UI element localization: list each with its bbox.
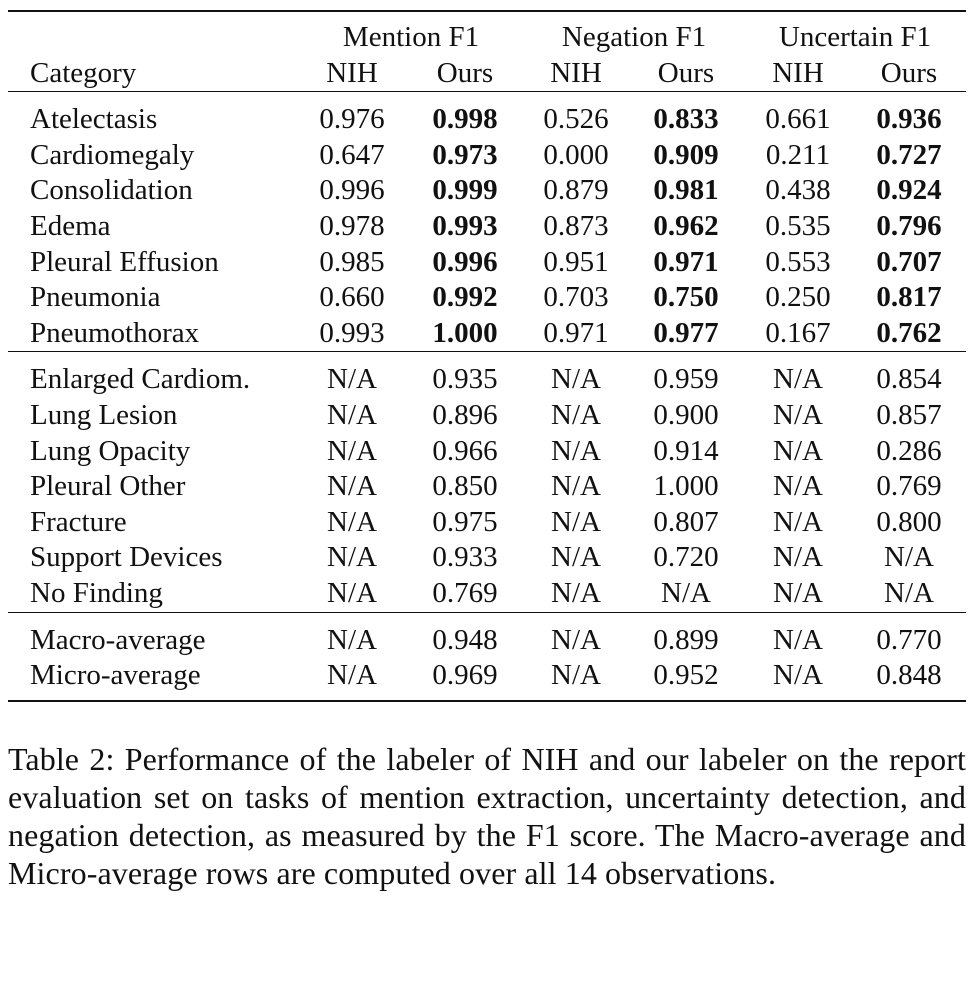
cell-ours: 0.952 [653,659,719,692]
cell-nih: N/A [327,434,377,467]
cell-nih: N/A [551,541,601,574]
sub-header-ours: Ours [436,56,494,89]
section-rule [8,352,966,363]
cell-nih: N/A [773,434,823,467]
table-row [8,316,966,352]
cell-nih: 0.000 [543,138,609,171]
group-header-mention: Mention F1 [342,21,480,53]
table-row [8,245,966,281]
section-rule [8,612,966,623]
table-row [8,505,966,541]
cell-ours: 0.899 [653,623,719,656]
cell-ours: 0.796 [876,209,942,242]
cell-nih: N/A [327,363,377,396]
table-row [8,623,966,659]
cell-nih: 0.971 [543,316,609,349]
cell-ours: 0.727 [876,138,942,171]
cell-nih: 0.985 [319,245,385,278]
cell-ours: 0.707 [876,245,942,278]
cell-nih: 0.535 [765,209,831,242]
row-category: Edema [30,209,111,242]
row-category: Pneumonia [30,281,161,314]
cell-nih: N/A [551,576,601,609]
cell-ours: 0.770 [876,623,942,656]
table-row [8,434,966,470]
bottom-rule [8,701,966,702]
row-category: Pleural Other [30,470,186,503]
sub-header-row [8,56,966,92]
row-category: Lung Lesion [30,398,178,431]
row-category: Atelectasis [30,103,158,136]
cell-nih: N/A [773,398,823,431]
cell-ours: 0.999 [432,174,498,207]
cell-nih: N/A [551,659,601,692]
cell-ours: 0.720 [653,541,719,574]
cell-nih: N/A [327,541,377,574]
cell-nih: N/A [327,398,377,431]
row-category: Fracture [30,505,127,538]
cell-ours: 0.833 [653,103,719,136]
cell-ours: 0.807 [653,505,719,538]
cell-nih: 0.976 [319,103,385,136]
cell-ours: 0.933 [432,541,498,574]
cell-nih: N/A [773,541,823,574]
cell-nih: N/A [773,363,823,396]
cell-nih: 0.879 [543,174,609,207]
cell-nih: N/A [773,576,823,609]
cell-ours: 0.998 [432,103,498,136]
cell-nih: N/A [551,434,601,467]
top-rule [8,11,966,20]
cell-nih: 0.978 [319,209,385,242]
cell-ours: 0.762 [876,316,942,349]
cell-ours: 0.817 [876,281,942,314]
cell-nih: N/A [327,659,377,692]
cell-ours: N/A [661,576,711,609]
cell-ours: 0.977 [653,316,719,349]
group-header-uncertain: Uncertain F1 [778,21,932,53]
cell-nih: 0.873 [543,209,609,242]
cell-nih: 0.661 [765,103,831,136]
cell-nih: N/A [773,623,823,656]
cell-ours: 0.750 [653,281,719,314]
cell-ours: 0.992 [432,281,498,314]
cell-ours: 1.000 [653,470,719,503]
cell-ours: 0.959 [653,363,719,396]
cell-ours: N/A [884,541,934,574]
cell-ours: 0.854 [876,363,942,396]
sub-header-nih: NIH [550,56,602,89]
row-category: Micro-average [30,659,201,692]
row-category: No Finding [30,576,163,609]
cell-ours: 0.909 [653,138,719,171]
sub-header-nih: NIH [772,56,824,89]
table-row [8,362,966,398]
table-row [8,398,966,434]
group-header-row [8,20,966,56]
cell-nih: N/A [551,623,601,656]
cell-nih: N/A [551,470,601,503]
row-category: Cardiomegaly [30,138,195,171]
cell-ours: 0.971 [653,245,719,278]
cell-ours: 0.936 [876,103,942,136]
cell-ours: 0.896 [432,398,498,431]
cell-ours: 0.996 [432,245,498,278]
cell-ours: 0.857 [876,398,942,431]
table-row [8,173,966,209]
cell-ours: 0.769 [876,470,942,503]
cell-nih: 0.211 [765,138,831,171]
cell-nih: N/A [773,470,823,503]
cell-ours: 0.914 [653,434,719,467]
table-row [8,138,966,174]
cell-ours: 0.993 [432,209,498,242]
paper-page [8,10,966,892]
cell-ours: 0.900 [653,398,719,431]
table-row [8,469,966,505]
cell-nih: 0.553 [765,245,831,278]
cell-nih: N/A [327,470,377,503]
cell-ours: 0.975 [432,505,498,538]
cell-nih: N/A [327,623,377,656]
cell-ours: 0.286 [876,434,942,467]
cell-ours: 0.969 [432,659,498,692]
cell-nih: 0.526 [543,103,609,136]
table-row [8,540,966,576]
row-category: Pneumothorax [30,316,200,349]
table-row [8,576,966,612]
results-table [8,10,966,702]
cell-ours: 0.769 [432,576,498,609]
cell-ours: 0.848 [876,659,942,692]
cell-nih: N/A [773,659,823,692]
sub-header-ours: Ours [880,56,938,89]
cell-ours: 0.924 [876,174,942,207]
cell-ours: 0.981 [653,174,719,207]
cell-ours: 0.962 [653,209,719,242]
row-category: Enlarged Cardiom. [30,363,251,396]
spacer [8,694,966,701]
table-row [8,658,966,694]
table-caption: Table 2: Performance of the labeler of NIH and our labeler on the report evaluation set on tasks of mention extraction, uncertainty detection, and negation detection, as measured by the F1 score. The Macro-average and Micro-average rows are computed over all 14 observations. [8,740,966,891]
row-category: Consolidation [30,174,193,207]
cell-nih: N/A [551,363,601,396]
row-category: Pleural Effusion [30,245,219,278]
cell-nih: 0.703 [543,281,609,314]
table-row [8,280,966,316]
cell-nih: 0.438 [765,174,831,207]
table-row [8,102,966,138]
cell-nih: 0.647 [319,138,385,171]
cell-nih: 0.167 [765,316,831,349]
cell-ours: 0.850 [432,470,498,503]
row-category: Support Devices [30,541,223,574]
cell-ours: 0.935 [432,363,498,396]
cell-nih: 0.660 [319,281,385,314]
cell-ours: 0.800 [876,505,942,538]
category-header: Category [30,56,137,89]
sub-header-ours: Ours [657,56,715,89]
cell-ours: 0.966 [432,434,498,467]
row-category: Macro-average [30,623,206,656]
cell-nih: 0.996 [319,174,385,207]
group-header-negation: Negation F1 [561,21,707,53]
cell-nih: N/A [551,505,601,538]
cell-nih: N/A [327,505,377,538]
section-rule [8,92,966,103]
sub-header-nih: NIH [326,56,378,89]
cell-nih: 0.951 [543,245,609,278]
cell-nih: 0.993 [319,316,385,349]
cell-nih: N/A [327,576,377,609]
cell-nih: N/A [551,398,601,431]
table-row [8,209,966,245]
cell-nih: N/A [773,505,823,538]
cell-ours: 0.973 [432,138,498,171]
cell-nih: 0.250 [765,281,831,314]
cell-ours: 1.000 [432,316,498,349]
cell-ours: N/A [884,576,934,609]
row-category: Lung Opacity [30,434,191,467]
cell-ours: 0.948 [432,623,498,656]
